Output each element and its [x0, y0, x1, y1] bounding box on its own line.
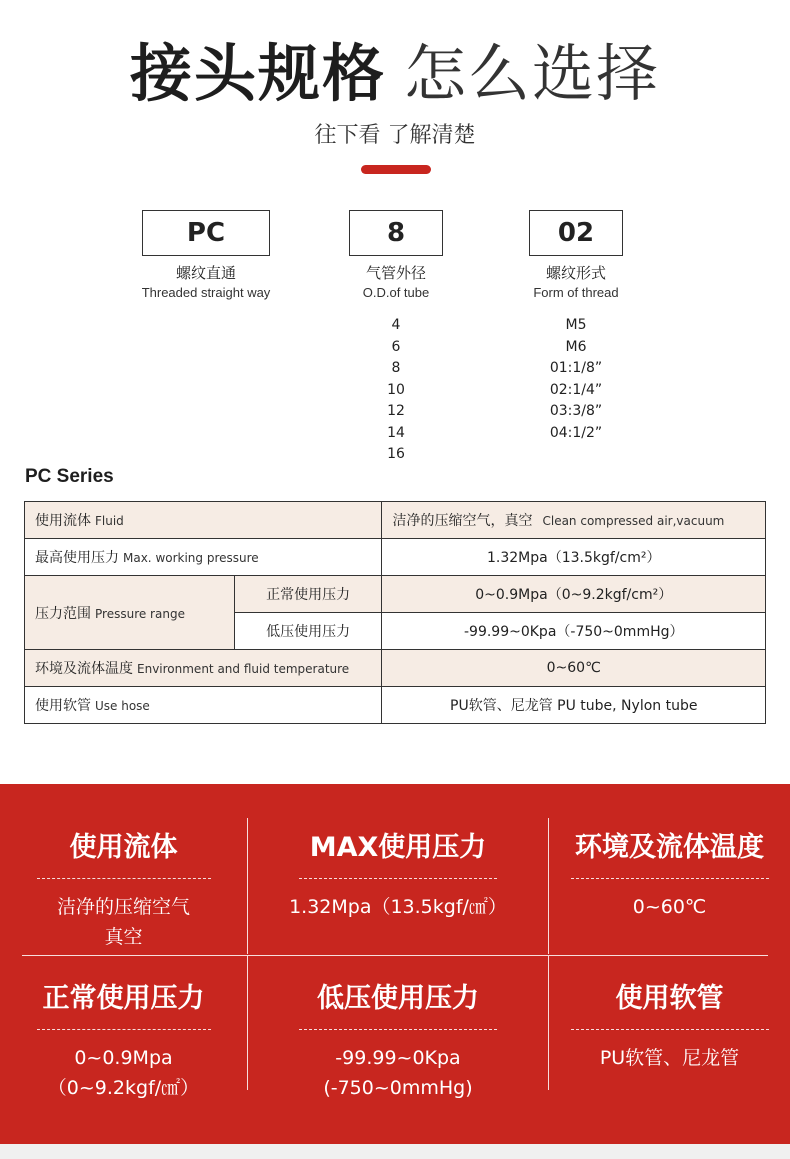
summary-value [0, 892, 247, 952]
code-label-en: O.D.of tube [362, 285, 430, 300]
code-label-en: Threaded straight way [141, 285, 271, 300]
list-item: 16 [387, 446, 405, 462]
page-title-light: 怎么选择 [404, 37, 661, 110]
spec-label-temperature [25, 650, 382, 687]
page-title [0, 38, 790, 110]
summary-cell-normal-pressure [0, 981, 247, 1103]
list-item: M6 [565, 338, 587, 355]
code-label-en: Form of thread [533, 285, 619, 300]
label-cn: 使用软管 [35, 698, 91, 714]
summary-line: -99.99~0Kpa [335, 1047, 461, 1069]
summary-cell-temperature [549, 830, 790, 922]
summary-line: 0~0.9Mpa [74, 1047, 173, 1069]
summary-cell-max-pressure [248, 830, 548, 922]
summary-value [549, 892, 790, 922]
table-row [25, 576, 766, 613]
summary-title: 环境及流体温度 [575, 832, 764, 863]
dashed-divider [571, 878, 769, 879]
list-item: 4 [391, 317, 401, 333]
list-item: 10 [387, 381, 405, 398]
page-subtitle: 往下看 了解清楚 [314, 123, 476, 148]
label-cn: 使用流体 [35, 513, 91, 529]
label-en: Environment and fluid temperature [137, 662, 350, 676]
dashed-divider [37, 1029, 211, 1030]
page-title-bold: 接头规格 [129, 37, 386, 110]
code-column-tube [336, 210, 456, 466]
list-item: 03:3/8” [549, 403, 603, 419]
label-cn: 压力范围 [35, 605, 91, 622]
spec-label-low-pressure: 低压使用压力 [234, 613, 382, 650]
summary-line: (-750~0mmHg) [323, 1077, 473, 1099]
list-item: 04:1/2” [549, 424, 603, 441]
label-en: Use hose [95, 699, 150, 713]
spec-label-hose [25, 687, 382, 724]
spec-value-max-pressure: 1.32Mpa（13.5kgf/cm²） [382, 539, 766, 576]
divider [22, 955, 768, 956]
spec-table [24, 501, 766, 724]
list-item: M5 [565, 317, 587, 333]
code-box-tube: 8 [349, 210, 443, 256]
summary-line: 0~60℃ [632, 896, 707, 918]
summary-line: 洁净的压缩空气 [56, 896, 190, 918]
list-item: 02:1/4” [549, 381, 603, 398]
code-column-thread [511, 210, 641, 444]
tube-size-list [336, 315, 456, 466]
summary-line: PU软管、尼龙管 [599, 1047, 740, 1069]
spec-value-fluid [382, 502, 766, 539]
dashed-divider [299, 1029, 497, 1030]
list-item: 6 [391, 338, 401, 355]
code-label-cn: 螺纹形式 [545, 264, 606, 282]
summary-title: 低压使用压力 [317, 983, 479, 1014]
value-en: Clean compressed air,vacuum [542, 514, 725, 528]
summary-title: 正常使用压力 [42, 983, 205, 1014]
table-row [25, 687, 766, 724]
spec-label-pressure-range [25, 576, 235, 650]
summary-cell-low-pressure [248, 981, 548, 1103]
dashed-divider [571, 1029, 769, 1030]
label-cn: 环境及流体温度 [35, 661, 133, 677]
label-en: Max. working pressure [123, 551, 259, 565]
summary-line: 1.32Mpa（13.5kgf/㎠） [289, 896, 507, 918]
accent-bar [361, 165, 431, 174]
spec-value-hose: PU软管、尼龙管 PU tube, Nylon tube [382, 687, 766, 724]
dashed-divider [299, 878, 497, 879]
summary-value [549, 1043, 790, 1073]
summary-title: 使用流体 [69, 832, 178, 863]
list-item: 12 [387, 403, 405, 419]
summary-title: 使用软管 [615, 983, 724, 1014]
code-box-type: PC [142, 210, 270, 256]
spec-value-low-pressure: -99.99~0Kpa（-750~0mmHg） [382, 613, 766, 650]
spec-label-normal-pressure: 正常使用压力 [234, 576, 382, 613]
table-row [25, 539, 766, 576]
series-title: PC Series [25, 466, 114, 487]
summary-panel [0, 784, 790, 1144]
bottom-strip [0, 1144, 790, 1159]
label-cn: 最高使用压力 [35, 550, 119, 566]
summary-line: （0~9.2kgf/㎠） [47, 1077, 200, 1099]
summary-cell-hose [549, 981, 790, 1073]
label-en: Pressure range [95, 606, 185, 621]
summary-title: MAX使用压力 [309, 832, 487, 863]
code-box-thread: 02 [529, 210, 623, 256]
thread-form-list [511, 315, 641, 444]
spec-value-normal-pressure: 0~0.9Mpa（0~9.2kgf/cm²） [382, 576, 766, 613]
summary-value [248, 892, 548, 922]
code-column-type [126, 210, 286, 303]
dashed-divider [37, 878, 211, 879]
value-cn: 洁净的压缩空气，真空 [392, 513, 533, 529]
summary-cell-fluid [0, 830, 247, 952]
table-row [25, 502, 766, 539]
spec-label-fluid [25, 502, 382, 539]
spec-label-max-pressure [25, 539, 382, 576]
list-item: 14 [387, 424, 405, 441]
code-label-cn: 气管外径 [365, 264, 426, 282]
summary-line: 真空 [104, 926, 143, 948]
table-row [25, 650, 766, 687]
code-label-cn: 螺纹直通 [175, 264, 236, 282]
list-item: 01:1/8” [549, 360, 603, 376]
spec-value-temperature: 0~60℃ [382, 650, 766, 687]
list-item: 8 [391, 360, 401, 376]
label-en: Fluid [95, 514, 124, 528]
summary-value [248, 1043, 548, 1103]
summary-value [0, 1043, 247, 1103]
